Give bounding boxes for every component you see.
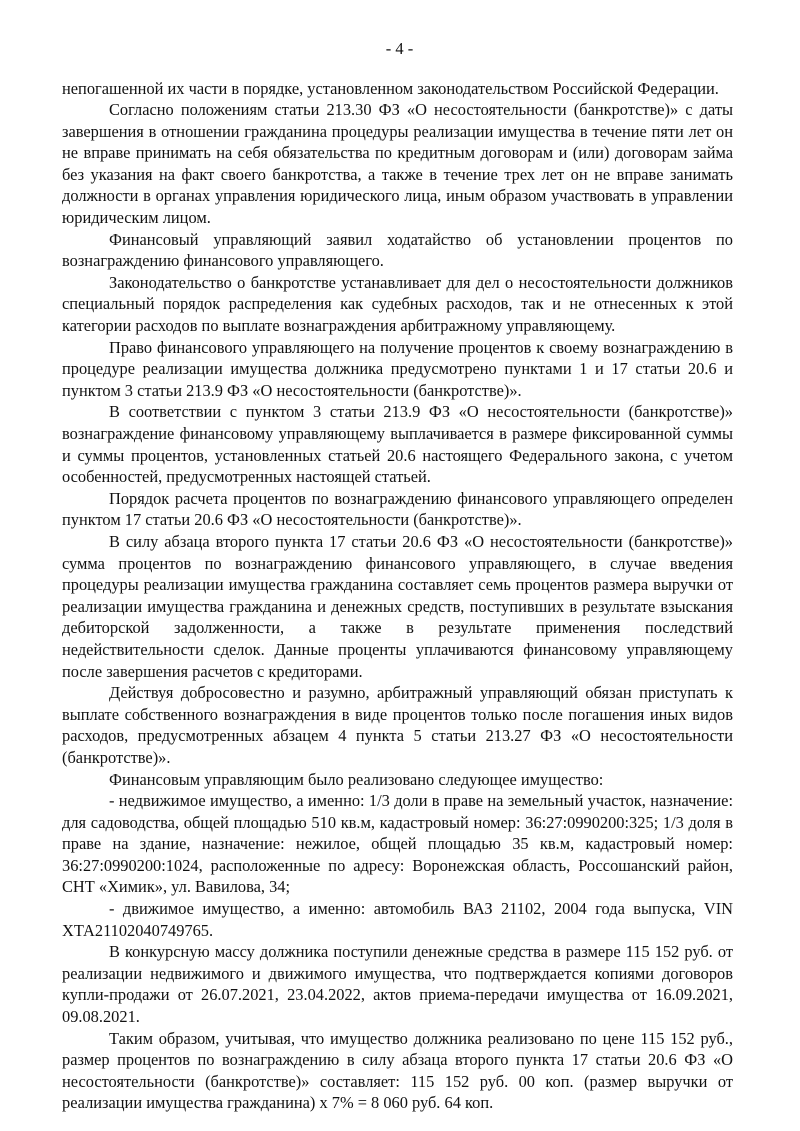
paragraph-right-to-interest: Право финансового управляющего на получение процентов к своему вознаграждению в процедуре реализации имущества должника предусмотрено пунктами 1 и 17 статьи 20.6 и пунктом 3 статьи 213.9 ФЗ «О несостоятельности (банкротстве)». (62, 337, 733, 400)
page-number: - 4 - (385, 39, 414, 58)
document-page (62, 38, 733, 1114)
paragraph-property-intro: Финансовым управляющим было реализовано следующее имущество: (109, 769, 604, 789)
paragraph-article-213-9: В соответствии с пунктом 3 статьи 213.9 ФЗ «О несостоятельности (банкротстве)» вознаграждение финансовому управляющему выплачивается в размере фиксированной суммы и суммы процентов, установленных статьей 20.6 настоящего Федерального закона, с учетом особенностей, предусмотренных настоящей статьей. (62, 402, 733, 487)
paragraph-legislation: Законодательство о банкротстве устанавливает для дел о несостоятельности должников специальный порядок распределения как судебных расходов, так и не отнесенных к этой категории расходов по выплате вознаграждения арбитражному управляющему. (62, 272, 733, 336)
paragraph-calculation-order: Порядок расчета процентов по вознаграждению финансового управляющего определен пунктом 17 статьи 20.6 ФЗ «О несостоятельности (банкротстве)». (62, 488, 733, 530)
paragraph-seven-percent: В силу абзаца второго пункта 17 статьи 20.6 ФЗ «О несостоятельности (банкротстве)» сумма процентов по вознаграждению финансового управляющего, в случае введения процедуры реализации имущества гражданина составляет семь процентов размера выручки от реализации имущества гражданина и денежных средств, поступивших в результате взыскания дебиторской задолженности, а также в результате применения последствий недействительности сделок. Данные проценты уплачиваются финансовому управляющему после завершения расчетов с кредиторами. (62, 531, 733, 681)
paragraph-conclusion: Таким образом, учитывая, что имущество должника реализовано по цене 115 152 руб., размер процентов по вознаграждению в силу абзаца второго пункта 17 статьи 20.6 ФЗ «О несостоятельности (банкротстве)» составляет: 115 152 руб. 00 коп. (размер выручки от реализации имущества гражданина) х 7% = 8 060 руб. 64 коп. (62, 1028, 733, 1113)
paragraph-good-faith: Действуя добросовестно и разумно, арбитражный управляющий обязан приступать к выплате собственного вознаграждения в виде процентов только после погашения иных видов расходов, предусмотренных абзацем 4 пункта 5 статьи 213.27 ФЗ «О несостоятельности (банкротстве)». (62, 683, 733, 767)
list-item-real-estate: - недвижимое имущество, а именно: 1/3 доли в праве на земельный участок, назначение: для садоводства, общей площадью 510 кв.м, кадастровый номер: 36:27:0990200:325; 1/3 доля в праве на здание, назначение: нежилое, общей площадью 35 кв.м, кадастровый номер: 36:27:0990200:1024, расположенные по адресу: Воронежская область, Россошанский район, СНТ «Химик», ул. Вавилова, 34; (62, 791, 733, 897)
paragraph-continuation: непогашенной их части в порядке, установленном законодательством Российской Федерации. (62, 78, 719, 98)
list-item-vehicle: - движимое имущество, а именно: автомобиль ВАЗ 21102, 2004 года выпуска, VIN ХТА21102040749765. (62, 899, 733, 940)
paragraph-motion: Финансовый управляющий заявил ходатайство об установлении процентов по вознаграждению финансового управляющего. (62, 229, 733, 271)
paragraph-article-213-30: Согласно положениям статьи 213.30 ФЗ «О несостоятельности (банкротстве)» с даты завершения в отношении гражданина процедуры реализации имущества в течение пяти лет он не вправе принимать на себя обязательства по кредитным договорам и (или) договорам займа без указания на факт своего банкротства, а также в течение трех лет он не вправе занимать должности в органах управления юридического лица, иным образом участвовать в управлении юридическим лицом. (62, 100, 733, 228)
paragraph-funds-received: В конкурсную массу должника поступили денежные средства в размере 115 152 руб. от реализации недвижимого и движимого имущества, что подтверждается копиями договоров купли-продажи от 26.07.2021, 23.04.2022, актов приема-передачи имущества от 16.09.2021, 09.08.2021. (62, 942, 733, 1027)
